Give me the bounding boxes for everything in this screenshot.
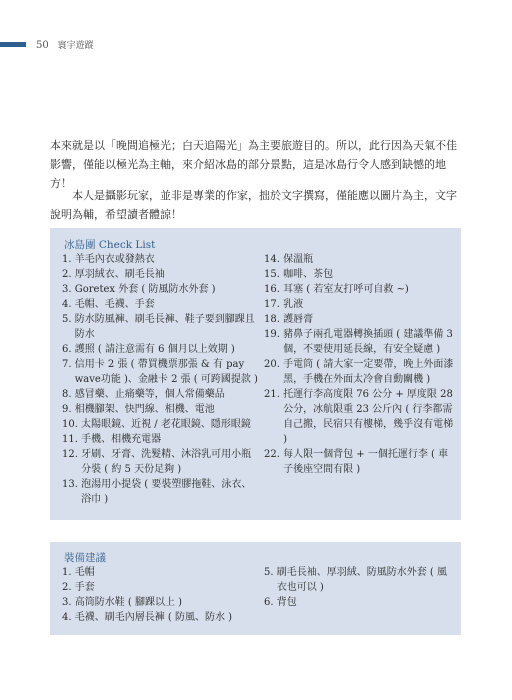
list-item-text: 手電筒 ( 請大家一定要帶，晚上外面漆黑，手機在外面太冷會自動關機 ) [283,359,454,385]
equipment-title: 裝備建議 [64,552,106,564]
checklist-right-column [264,252,454,477]
list-item-number: 1. [62,567,75,578]
list-item-number: 10. [62,419,82,430]
intro-paragraph-1: 本來就是以「晚間追極光；白天追陽光」為主要旅遊目的。所以，此行因為天氣不佳影響，僅能以極光為主軸，來介紹冰島的部分景點，這是冰島行令人感到缺憾的地方！ [50,139,457,190]
list-item-number: 15. [264,269,284,280]
list-item-number: 17. [264,299,284,310]
list-item [264,565,454,595]
list-item-number: 19. [264,329,284,340]
list-item [264,252,454,267]
list-item-number: 11. [62,434,82,445]
page-header [36,38,94,51]
list-item-text: 防水防風褲、刷毛長褲、鞋子要到腳踝且防水 [74,314,255,340]
list-item [264,267,454,282]
list-item [264,297,454,312]
list-item [264,312,454,327]
list-item-text: 羊毛內衣或發熱衣 [74,254,155,265]
list-item [62,565,258,580]
list-item [62,282,258,297]
list-item-number: 3. [62,597,75,608]
list-item-number: 3. [62,284,75,295]
list-item [62,357,258,387]
list-item-number: 6. [62,344,75,355]
equipment-left-column [62,565,258,625]
list-item-number: 16. [264,284,284,295]
equipment-box [50,542,461,635]
list-item-text: 乳液 [283,299,304,310]
list-item-number: 4. [62,299,75,310]
list-item [264,282,454,297]
list-item-number: 5. [62,314,75,325]
list-item-text: Goretex 外套 ( 防風防水外套 ) [74,284,216,295]
list-item-text: 相機腳架、快門線、相機、電池 [74,404,215,415]
list-item [62,297,258,312]
list-item [62,477,258,507]
list-item [62,387,258,402]
list-item [62,610,258,625]
list-item-number: 12. [62,449,82,460]
list-item-number: 22. [264,449,284,460]
list-item-text: 托運行李高度限 76 公分 + 厚度限 28 公分，冰航限重 23 公斤內 ( 行李都需自己搬，民宿只有樓梯，幾乎沒有電梯 ) [283,389,454,445]
list-item [62,312,258,342]
list-item-text: 高筒防水鞋 ( 腳踝以上 ) [74,597,183,608]
list-item-text: 太陽眼鏡、近視 / 老花眼鏡、隱形眼鏡 [81,419,251,430]
list-item-number: 5. [264,567,277,578]
list-item-number: 4. [62,612,75,623]
list-item-number: 20. [264,359,284,370]
list-item-text: 刷毛長袖、厚羽絨、防風防水外套 ( 風衣也可以 ) [276,567,447,593]
list-item [264,387,454,447]
list-item-text: 護唇膏 [283,314,314,325]
list-item [264,357,454,387]
list-item [62,267,258,282]
list-item-text: 豬鼻子兩孔電器轉換插頭 ( 建議準備 3 個，不要使用延長線，有安全疑慮 ) [283,329,453,355]
list-item-text: 每人限一個背包 + 一個托運行李 ( 車子後座空間有限 ) [283,449,449,475]
list-item-number: 1. [62,254,75,265]
list-item-text: 信用卡 2 張 ( 帶買機票那張 & 有 pay wave功能 )、金融卡 2 張 ( 可跨國提款 ) [74,359,258,385]
list-item-number: 6. [264,597,277,608]
list-item-text: 毛帽、毛襪、手套 [74,299,155,310]
checklist-left-column [62,252,258,507]
list-item [62,595,258,610]
page-number: 50 [36,40,49,51]
checklist-title: 冰島團 Check List [64,239,156,251]
header-accent-bar [0,42,26,47]
list-item-text: 感冒藥、止痛藥等，個人常備藥品 [74,389,225,400]
list-item-number: 18. [264,314,284,325]
list-item [62,342,258,357]
list-item [62,402,258,417]
list-item-text: 保溫瓶 [283,254,314,265]
list-item-number: 2. [62,582,75,593]
list-item [264,327,454,357]
list-item [62,252,258,267]
list-item [264,595,454,610]
intro-paragraph-2-text: 本人是攝影玩家，並非是專業的作家，拙於文字撰寫，僅能應以圖片為主，文字說明為輔，希望讀者體諒！ [50,189,457,221]
list-item [62,417,258,432]
list-item-text: 耳塞 ( 若室友打呼可自救 ~) [283,284,409,295]
list-item [62,580,258,595]
list-item-text: 毛襪、刷毛內層長褲 ( 防風、防水 ) [74,612,233,623]
list-item-number: 2. [62,269,75,280]
list-item-number: 14. [264,254,284,265]
list-item-text: 手套 [74,582,95,593]
list-item-number: 8. [62,389,75,400]
list-item [62,432,258,447]
list-item [62,447,258,477]
list-item-text: 護照 ( 請注意需有 6 個月以上效期 ) [74,344,235,355]
list-item-number: 13. [62,479,82,490]
checklist-box [50,228,461,520]
list-item-number: 7. [62,359,75,370]
list-item-text: 背包 [276,597,297,608]
list-item-text: 牙刷、牙膏、洗髮精、沐浴乳可用小瓶分裝 ( 約 5 天份足夠 ) [81,449,252,475]
intro-paragraph-2 [50,186,466,224]
list-item-number: 9. [62,404,75,415]
list-item-text: 厚羽絨衣、刷毛長袖 [74,269,165,280]
list-item-text: 咖啡、茶包 [283,269,334,280]
book-title: 寰宇遊蹤 [57,41,94,51]
list-item [264,447,454,477]
list-item-text: 泡湯用小提袋 ( 要裝塑膠拖鞋、泳衣、浴巾 ) [81,479,252,505]
list-item-number: 21. [264,389,284,400]
equipment-right-column [264,565,454,610]
list-item-text: 手機、相機充電器 [81,434,162,445]
list-item-text: 毛帽 [74,567,95,578]
